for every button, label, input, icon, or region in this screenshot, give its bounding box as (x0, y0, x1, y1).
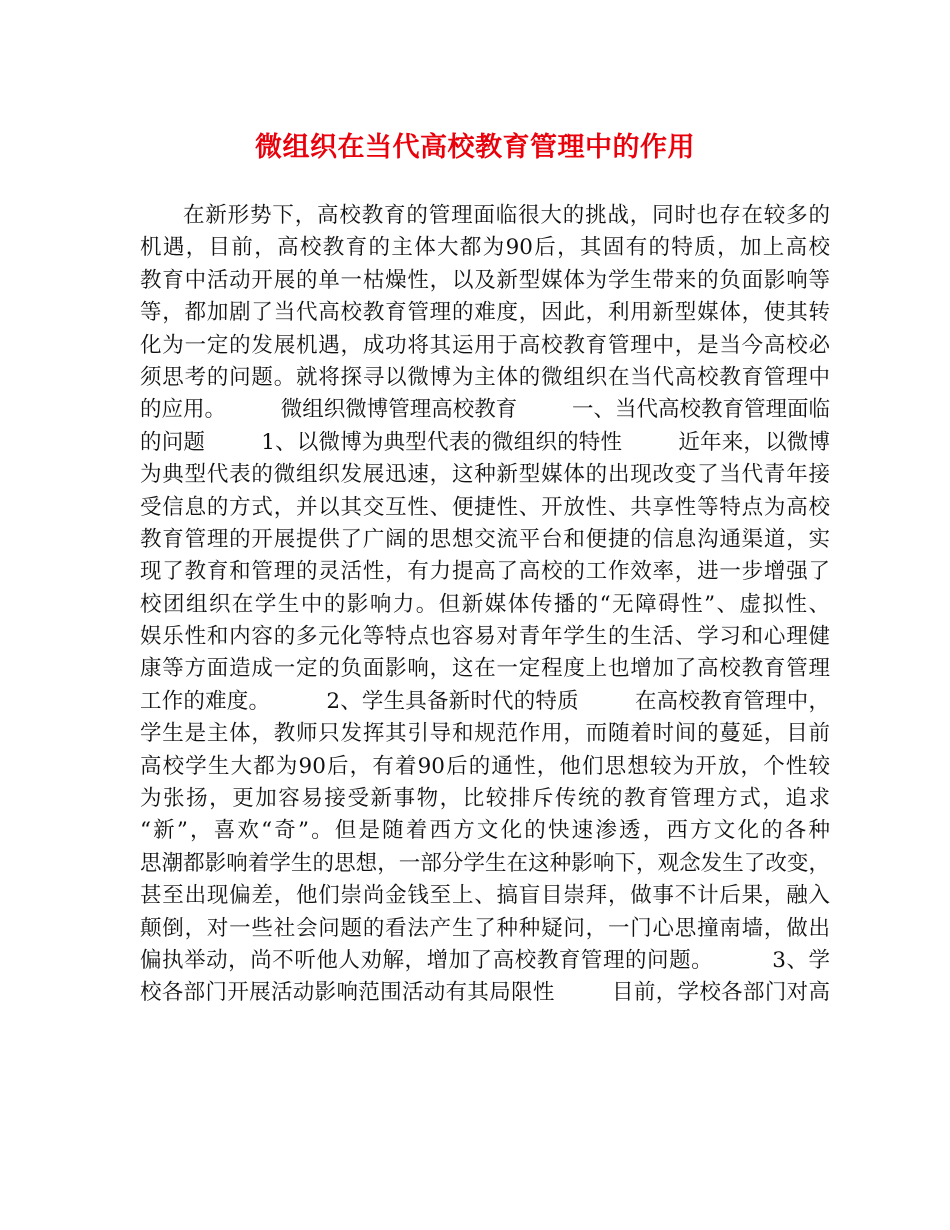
body-line: 思潮都影响着学生的思想，一部分学生在这种影响下，观念发生了改变， (140, 850, 830, 876)
body-line: 为典型代表的微组织发展迅速，这种新型媒体的出现改变了当代青年接 (140, 462, 830, 488)
body-line: 现了教育和管理的灵活性，有力提高了高校的工作效率，进一步增强了 (140, 559, 830, 585)
body-line: “新”，喜欢“奇”。但是随着西方文化的快速渗透，西方文化的各种 (140, 818, 830, 844)
body-line: 康等方面造成一定的负面影响，这在一定程度上也增加了高校教育管理 (140, 656, 830, 682)
body-line: 娱乐性和内容的多元化等特点也容易对青年学生的生活、学习和心理健 (140, 624, 830, 650)
body-line: 的应用。 微组织微博管理高校教育 一、当代高校教育管理面临 (140, 397, 830, 423)
body-line: 甚至出现偏差，他们崇尚金钱至上、搞盲目崇拜，做事不计后果，融入 (140, 883, 830, 909)
body-line: 机遇，目前，高校教育的主体大都为90后，其固有的特质，加上高校 (140, 235, 830, 261)
body-line: 教育中活动开展的单一枯燥性，以及新型媒体为学生带来的负面影响等 (140, 267, 830, 293)
body-line: 化为一定的发展机遇，成功将其运用于高校教育管理中，是当今高校必 (140, 332, 830, 358)
body-line: 教育管理的开展提供了广阔的思想交流平台和便捷的信息沟通渠道，实 (140, 526, 830, 552)
body-line: 颠倒，对一些社会问题的看法产生了种种疑问，一门心思撞南墙，做出 (140, 915, 830, 941)
body-line: 为张扬，更加容易接受新事物，比较排斥传统的教育管理方式，追求 (140, 786, 830, 812)
body-line: 偏执举动，尚不听他人劝解，增加了高校教育管理的问题。 3、学 (140, 947, 830, 973)
body-line: 学生是主体，教师只发挥其引导和规范作用，而随着时间的蔓延，目前 (140, 721, 830, 747)
body-line: 等，都加剧了当代高校教育管理的难度，因此，利用新型媒体，使其转 (140, 300, 830, 326)
body-line: 工作的难度。 2、学生具备新时代的特质 在高校教育管理中， (140, 688, 830, 714)
document-body (140, 200, 830, 1010)
body-line: 高校学生大都为90后，有着90后的通性，他们思想较为开放，个性较 (140, 753, 830, 779)
body-line: 须思考的问题。就将探寻以微博为主体的微组织在当代高校教育管理中 (140, 364, 830, 390)
body-line: 校团组织在学生中的影响力。但新媒体传播的“无障碍性”、虚拟性、 (140, 591, 830, 617)
body-line: 在新形势下，高校教育的管理面临很大的挑战，同时也存在较多的 (183, 203, 830, 228)
body-line: 受信息的方式，并以其交互性、便捷性、开放性、共享性等特点为高校 (140, 494, 830, 520)
body-line: 校各部门开展活动影响范围活动有其局限性 目前，学校各部门对高 (140, 980, 830, 1006)
body-line: 的问题 1、以微博为典型代表的微组织的特性 近年来，以微博 (140, 429, 830, 455)
document-title: 微组织在当代高校教育管理中的作用 (255, 132, 695, 163)
